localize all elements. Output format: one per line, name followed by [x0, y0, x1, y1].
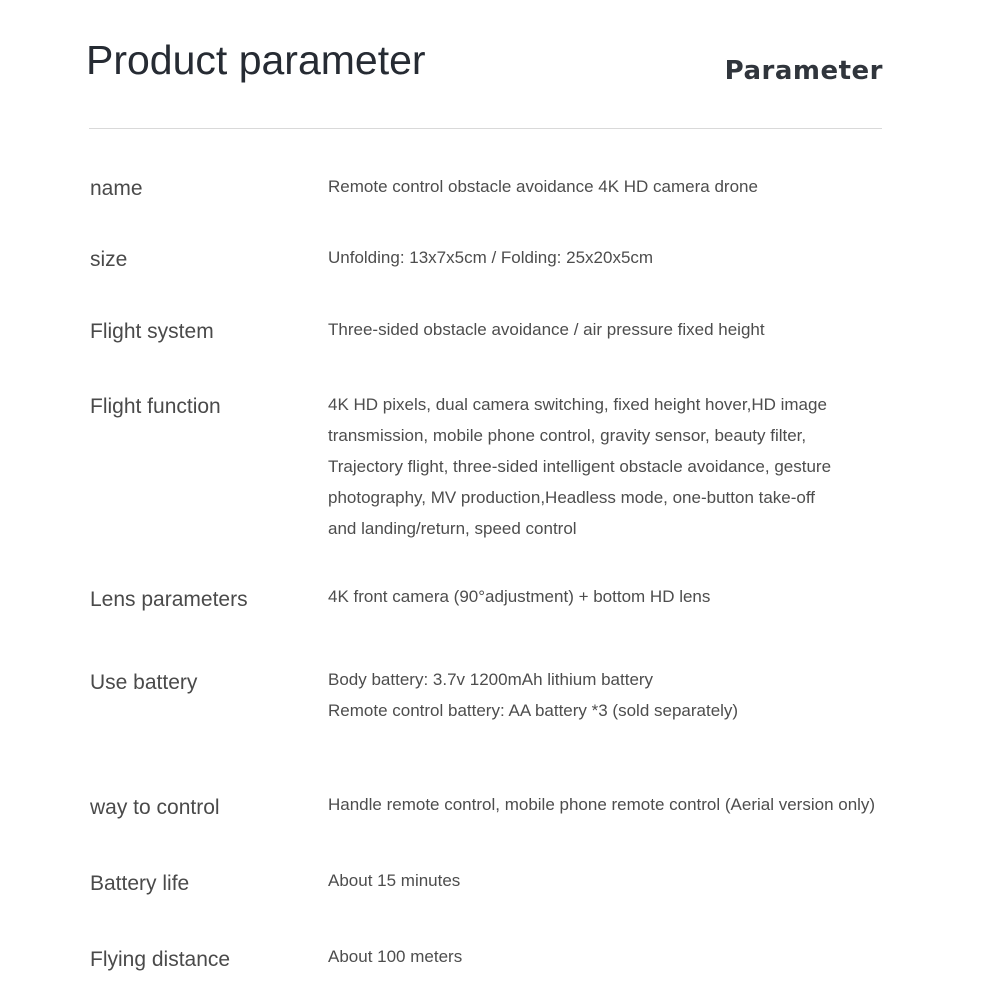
param-value-line: 4K front camera (90°adjustment) + bottom HD lens [328, 587, 711, 606]
param-value-line: Unfolding: 13x7x5cm / Folding: 25x20x5cm [328, 248, 654, 267]
param-label: Flight function [90, 395, 221, 418]
param-value [328, 664, 928, 726]
param-value [328, 581, 928, 612]
param-label: name [90, 177, 143, 200]
param-label: Battery life [90, 872, 190, 895]
param-value [328, 865, 928, 896]
param-value-line: Body battery: 3.7v 1200mAh lithium battery [328, 670, 654, 689]
param-value-line: and landing/return, speed control [328, 519, 577, 538]
param-value-line: transmission, mobile phone control, gravity sensor, beauty filter, [328, 426, 807, 445]
header-divider [89, 128, 882, 129]
param-value [328, 941, 928, 972]
page-title: Product parameter [86, 37, 426, 83]
param-label: size [90, 248, 128, 271]
param-label: Flying distance [90, 948, 231, 971]
param-value-line: 4K HD pixels, dual camera switching, fixed height hover,HD image [328, 395, 827, 414]
param-label: way to control [90, 796, 220, 819]
page-subtitle: Parameter [724, 56, 883, 86]
param-value [328, 389, 928, 544]
param-value [328, 171, 928, 202]
param-label: Lens parameters [90, 588, 248, 611]
param-value-line: Trajectory flight, three-sided intelligent obstacle avoidance, gesture [328, 457, 832, 476]
param-value [328, 314, 928, 345]
param-value-line: About 15 minutes [328, 871, 461, 890]
param-label: Flight system [90, 320, 214, 343]
param-value-line: Three-sided obstacle avoidance / air pressure fixed height [328, 320, 765, 339]
param-value-line: Remote control obstacle avoidance 4K HD camera drone [328, 177, 758, 196]
param-label: Use battery [90, 671, 198, 694]
param-value-line: Remote control battery: AA battery *3 (sold separately) [328, 701, 739, 720]
param-value-line: photography, MV production,Headless mode, one-button take-off [328, 488, 816, 507]
param-value-line: Handle remote control, mobile phone remote control (Aerial version only) [328, 795, 876, 814]
param-value-line: About 100 meters [328, 947, 463, 966]
param-value [328, 242, 928, 273]
param-value [328, 789, 928, 820]
